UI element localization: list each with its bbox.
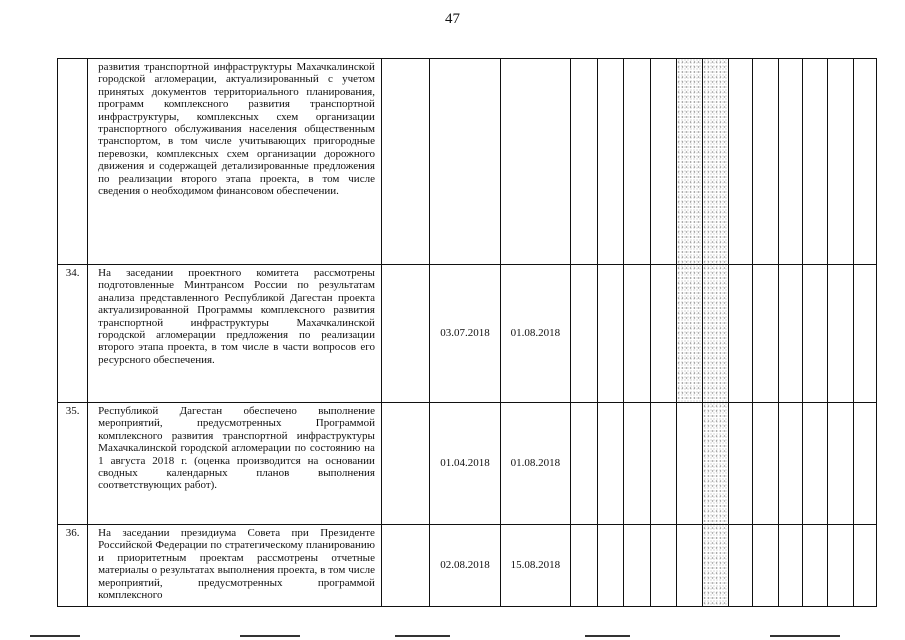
period-cell xyxy=(779,403,803,525)
period-cell xyxy=(650,59,676,265)
scan-edge-line xyxy=(585,635,630,637)
plan-table xyxy=(57,58,877,607)
period-cell xyxy=(753,59,779,265)
period-cell xyxy=(753,403,779,525)
period-cell xyxy=(803,265,827,403)
period-cell-active xyxy=(702,265,728,403)
period-cell xyxy=(624,59,650,265)
scan-edge-line xyxy=(770,635,840,637)
period-cell xyxy=(803,403,827,525)
period-cell xyxy=(598,59,624,265)
period-cell xyxy=(827,525,853,607)
event-description: Республикой Дагестан обеспечено выполнение мероприятий, предусмотренных Программой комплексного развития транспортной инфраструктуры Махачкалинской городской агломерации по состоянию на 1 августа 2018 г. (оценка производится на основании сводных календарных планов выполнения соответствующих работ). xyxy=(88,403,382,525)
period-cell xyxy=(598,265,624,403)
period-cell xyxy=(729,525,753,607)
event-description: На заседании президиума Совета при Президенте Российской Федерации по стратегическому планированию и приоритетным проектам рассмотрены отчетные материалы о результатах выполнения проекта, в том числе мероприятий, предусмотренных программой комплексного xyxy=(88,525,382,607)
event-description: На заседании проектного комитета рассмотрены подготовленные Минтрансом России по результатам анализа представленного Республикой Дагестан проекта актуализированной Программы комплексного развития транспортной инфраструктуры Махачкалинской городской агломерации предложения по реализации второго этапа проекта, в том числе в части вопросов его ресурсного обеспечения. xyxy=(88,265,382,403)
period-cell xyxy=(598,403,624,525)
period-cell xyxy=(571,265,598,403)
page-number: 47 xyxy=(445,11,460,27)
period-cell xyxy=(853,265,876,403)
period-cell xyxy=(853,59,876,265)
start-date: 02.08.2018 xyxy=(430,525,500,607)
period-cell xyxy=(827,59,853,265)
period-cell-active xyxy=(676,265,702,403)
period-cell xyxy=(729,59,753,265)
period-cell xyxy=(729,265,753,403)
period-cell xyxy=(853,403,876,525)
empty-cell xyxy=(381,59,429,265)
table-row xyxy=(58,403,877,525)
period-cell xyxy=(650,403,676,525)
empty-cell xyxy=(381,525,429,607)
period-cell xyxy=(827,403,853,525)
period-cell xyxy=(779,525,803,607)
period-cell xyxy=(571,59,598,265)
row-number: 35. xyxy=(58,403,88,525)
period-cell-active xyxy=(702,59,728,265)
period-cell xyxy=(853,525,876,607)
period-cell xyxy=(676,525,702,607)
period-cell xyxy=(598,525,624,607)
period-cell xyxy=(779,265,803,403)
period-cell xyxy=(827,265,853,403)
period-cell xyxy=(650,525,676,607)
table-row xyxy=(58,265,877,403)
period-cell xyxy=(803,525,827,607)
row-number: 34. xyxy=(58,265,88,403)
period-cell xyxy=(753,265,779,403)
period-cell xyxy=(571,525,598,607)
start-date xyxy=(430,59,500,265)
table-row xyxy=(58,59,877,265)
scan-edge-line xyxy=(240,635,300,637)
period-cell-active xyxy=(702,403,728,525)
end-date: 01.08.2018 xyxy=(500,403,570,525)
period-cell-active xyxy=(702,525,728,607)
row-number: 36. xyxy=(58,525,88,607)
empty-cell xyxy=(381,403,429,525)
start-date: 01.04.2018 xyxy=(430,403,500,525)
scan-edge-line xyxy=(395,635,450,637)
end-date xyxy=(500,59,570,265)
period-cell xyxy=(676,403,702,525)
start-date: 03.07.2018 xyxy=(430,265,500,403)
period-cell xyxy=(729,403,753,525)
period-cell xyxy=(753,525,779,607)
period-cell xyxy=(624,403,650,525)
period-cell xyxy=(571,403,598,525)
end-date: 15.08.2018 xyxy=(500,525,570,607)
event-description: развития транспортной инфраструктуры Махачкалинской городской агломерации, актуализированный с учетом принятых документов территориального планирования, программ комплексного развития транспортной инфраструктуры, комплексных схем организации транспортного обслуживания населения общественным транспортом, в том числе учитывающих пригородные перевозки, комплексных схем организации дорожного движения и содержащей детализированные предложения по реализации второго этапа проекта, в том числе сведения о необходимом финансовом обеспечении. xyxy=(88,59,382,265)
period-cell xyxy=(803,59,827,265)
table-row xyxy=(58,525,877,607)
empty-cell xyxy=(381,265,429,403)
period-cell xyxy=(624,525,650,607)
period-cell xyxy=(624,265,650,403)
period-cell xyxy=(779,59,803,265)
period-cell xyxy=(650,265,676,403)
end-date: 01.08.2018 xyxy=(500,265,570,403)
row-number xyxy=(58,59,88,265)
period-cell-active xyxy=(676,59,702,265)
scan-edge-line xyxy=(30,635,80,637)
